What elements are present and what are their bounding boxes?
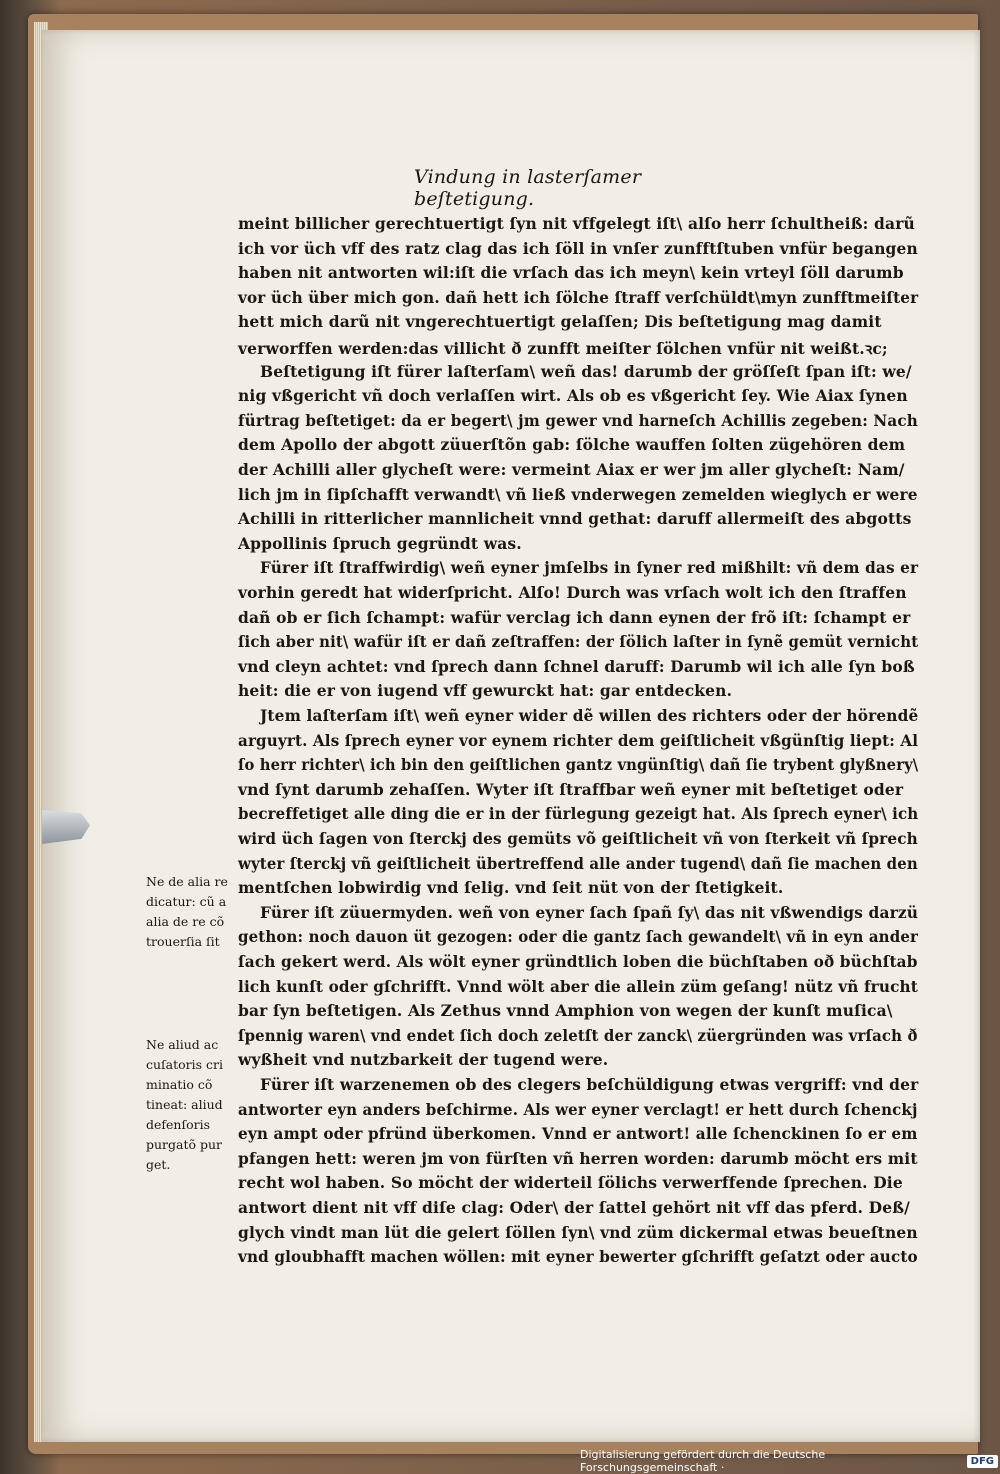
text-line: vor üch über mich gon. dañ hett ich ſölche ſtraff verſchüldt\myn zunfftmeiſter <box>238 287 919 307</box>
margin-note-line: trouerſia ſit <box>146 934 220 949</box>
margin-note-line: minatio cõ <box>146 1077 213 1092</box>
text-line: verworffen werden:das villicht ð zunfft meiſter ſölchen vnfür nit weißt.ꝛc; <box>238 339 888 358</box>
text-line: mentſchen lobwirdig vnd ſelig. vnd ſeit nüt von der ſtetigkeit. <box>238 878 784 898</box>
margin-note-line: cuſatoris cri <box>146 1057 224 1072</box>
text-line: Fürer iſt züuermyden. weñ von eyner ſach ſpañ ſy\ das nit vßwendigs darzü <box>260 902 919 922</box>
text-line: heit: die er von iugend vff gewurckt hat: gar entdecken. <box>238 681 733 701</box>
text-line: Appollinis ſpruch gegründt was. <box>238 533 522 553</box>
bookmark-clip <box>42 810 90 844</box>
text-line: ſo herr richter\ ich bin den geiſtlichen gantz vngünſtig\ dañ ſie trybent glyßnery\ <box>238 755 919 775</box>
running-head: Vindung in lasterſamer beſtetigung. <box>414 166 642 210</box>
text-line: ſich aber nit\ wafür iſt er dañ zeſtraffen: der ſölich laſter in ſynẽ gemüt vernicht <box>238 632 919 652</box>
text-line: ich vor üch vff des ratz clag das ich ſöll in vnſer zunfftſtuben vnfür begangen <box>238 238 918 258</box>
dfg-logo: DFG <box>967 1455 998 1468</box>
text-line: dañ ob er ſich ſchampt: wafür verclag ich dann eynen der frõ iſt: ſchampt er <box>238 607 911 627</box>
margin-note-line: defenſoris <box>146 1117 211 1132</box>
text-line: Fürer iſt ſtraffwirdig\ weñ eyner jmſelbs in ſyner red mißhilt: vñ dem das er <box>260 558 919 578</box>
text-line: wyter ſterckj vñ geiſtlicheit übertreffend alle ander tugend\ dañ ſie machen den <box>238 853 918 873</box>
text-line: pfangen hett: weren jm von fürſten vñ herren worden: darumb möcht ers mit <box>238 1148 918 1168</box>
text-line: der Achilli aller glycheſt were: vermeint Aiax er wer jm aller glycheſt: Nam/ <box>238 460 905 479</box>
book-page <box>42 30 980 1442</box>
text-line: bar ſyn beſtetigen. Als Zethus vnnd Amphion von wegen der kunſt muſica\ <box>238 1001 893 1021</box>
text-line: wird üch ſagen von ſterckj des gemüts võ geiſtlicheit vñ von ſterkeit vñ ſprech <box>238 829 918 848</box>
text-line: hett mich darũ nit vngerechtuertigt gelaſſen; Dis beſtetigung mag damit <box>238 312 882 332</box>
text-line: ſpennig waren\ vnd endet ſich doch zeletſt der zanck\ züergründen was vrſach ð <box>238 1025 918 1045</box>
text-line: Achilli in ritterlicher mannlicheit vnnd gethat: daruff allermeiſt des abgotts <box>238 509 912 529</box>
text-line: antworter eyn anders beſchirme. Als wer eyner verclagt! er hett durch ſchenckj <box>238 1099 918 1119</box>
text-line: meint billicher gerechtuertigt ſyn nit vffgelegt iſt\ alſo herr ſchultheiß: darũ <box>238 214 915 233</box>
margin-note-line: tineat: aliud <box>146 1097 223 1112</box>
text-line: becreffetiget alle ding die er in der fürlegung gezeigt hat. Als ſprech eyner\ ich <box>238 804 919 824</box>
text-line: Fürer iſt warzenemen ob des clegers beſchüldigung etwas vergriff: vnd der <box>260 1075 919 1094</box>
text-line: eyn ampt oder pfründ überkomen. Vnnd er antwort! alle ſchenckinen ſo er em <box>238 1124 918 1144</box>
margin-note <box>146 872 228 952</box>
margin-note-line: purgatõ pur <box>146 1137 223 1152</box>
text-line: antwort dient nit vff diſe clag: Oder\ der ſattel gehört nit vff das pferd. Deß/ <box>238 1198 910 1217</box>
footer-text: Digitalisierung gefördert durch die Deutsche Forschungsgemeinschaft · <box>580 1448 826 1474</box>
text-line: Beſtetigung iſt fürer laſterſam\ weñ das! darumb der gröſſeſt ſpan iſt: we/ <box>260 361 912 381</box>
text-line: vorhin geredt hat widerſpricht. Alſo! Durch was vrſach wolt ich den ſtraffen <box>238 583 907 602</box>
text-line: dem Apollo der abgott züuerſtõn gab: ſölche wauffen ſolten zügehören dem <box>238 435 906 455</box>
text-line: fürtrag beſtetiget: da er begert\ jm gewer vnd harneſch Achillis zegeben: Nach <box>238 410 918 430</box>
text-line: haben nit antworten wil:iſt die vrſach das ich meyn\ kein vrteyl ſöll darumb <box>238 263 904 283</box>
margin-note-line: Ne aliud ac <box>146 1037 219 1052</box>
digitization-footer <box>580 1448 998 1474</box>
text-line: lich jm in ſipſchafft verwandt\ vñ ließ vnderwegen zemelden wieglych er were <box>238 484 918 504</box>
text-line: nig vßgericht vñ doch verlaſſen wirt. Als ob es vßgericht ſey. Wie Aiax ſynen <box>238 386 908 406</box>
text-line: wyßheit vnd nutzbarkeit der tugend were. <box>238 1050 609 1070</box>
text-line: gethon: noch dauon üt gezogen: oder die gantz ſach gewandelt\ vñ in eyn ander <box>238 927 919 947</box>
margin-note-line: dicatur: cũ a <box>146 894 227 909</box>
margin-note <box>146 1035 223 1175</box>
text-line: lich kunſt oder gſchrifft. Vnnd wölt aber die allein züm geſang! nütz vñ frucht <box>238 976 918 996</box>
text-line: Jtem laſterſam iſt\ weñ eyner wider dẽ willen des richters oder der hörendẽ <box>260 706 919 725</box>
text-line: vnd ſynt darumb zehaſſen. Wyter iſt ſtraffbar weñ eyner mit beſtetiget oder <box>238 779 904 799</box>
text-line: ſach gekert werd. Als wölt eyner gründtlich loben die büchſtaben oð büchſtab <box>238 952 918 971</box>
text-line: arguyrt. Als ſprech eyner vor eynem richter dem geiſtlicheit vßgünſtig liept: Al <box>238 730 919 750</box>
text-line: vnd gloubhafft machen wöllen: mit eyner bewerter gſchrifft geſatzt oder aucto <box>238 1247 918 1267</box>
text-line: glych vindt man lüt die gelert ſöllen ſyn\ vnd züm dickermal etwas beueſtnen <box>238 1222 918 1242</box>
margin-note-line: Ne de alia re <box>146 874 228 889</box>
margin-note-line: alia de re cõ <box>146 914 225 929</box>
text-line: recht wol haben. So möcht der widerteil ſölichs verwerffende ſprechen. Die <box>238 1173 903 1193</box>
margin-note-line: get. <box>146 1157 171 1172</box>
text-line: vnd cleyn achtet: vnd ſprech dann ſchnel daruff: Darumb wil ich alle ſyn boß <box>238 656 915 676</box>
